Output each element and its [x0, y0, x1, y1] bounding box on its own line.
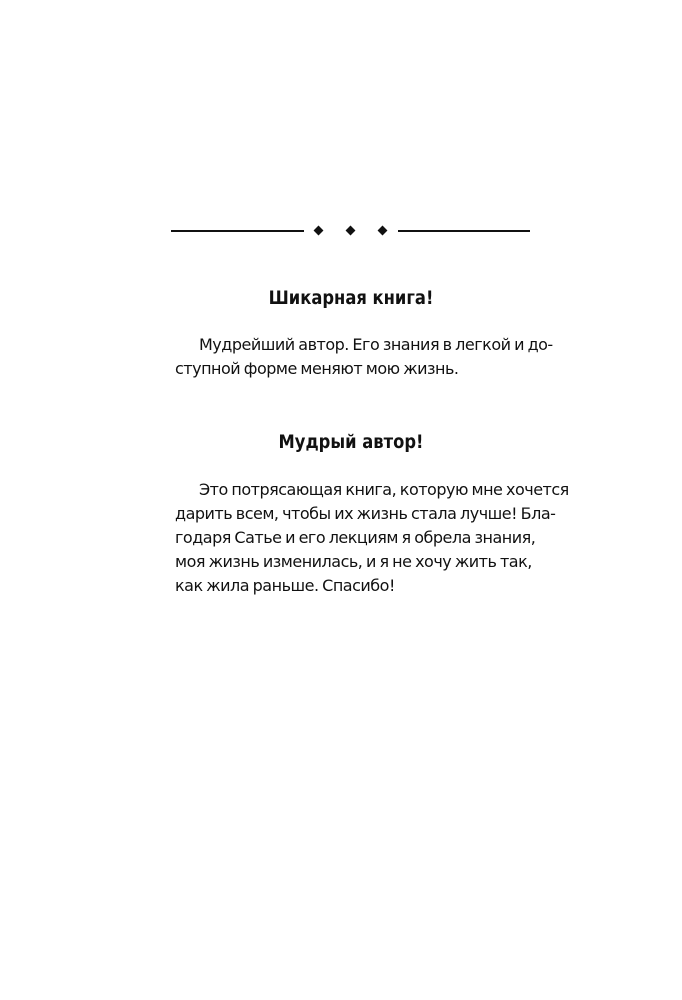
review-text-line: Мудрейший автор. Его знания в легкой и до-	[199, 335, 553, 354]
review-title: Шикарная книга!	[268, 287, 434, 309]
review-text	[175, 333, 553, 381]
diamond-icon	[378, 226, 388, 236]
review-1	[175, 286, 527, 310]
ornamental-divider	[171, 223, 530, 239]
divider-rule-left	[171, 230, 304, 232]
review-text	[175, 478, 569, 598]
review-text-line: годаря Сатье и его лекциям я обрела знания,	[175, 528, 536, 547]
divider-rule-right	[398, 230, 530, 232]
review-text-line: ступной форме меняют мою жизнь.	[175, 359, 459, 378]
review-2	[175, 430, 527, 454]
review-2-body	[175, 478, 569, 598]
diamond-icon	[346, 226, 356, 236]
review-text-line: моя жизнь изменилась, и я не хочу жить так,	[175, 552, 532, 571]
review-text-line: как жила раньше. Спасибо!	[175, 576, 395, 595]
review-text-line: Это потрясающая книга, которую мне хочется	[199, 480, 569, 499]
review-text-line: дарить всем, чтобы их жизнь стала лучше! Бла-	[175, 504, 556, 523]
review-title: Мудрый автор!	[278, 431, 424, 453]
review-1-body	[175, 333, 553, 381]
diamond-icon	[314, 226, 324, 236]
